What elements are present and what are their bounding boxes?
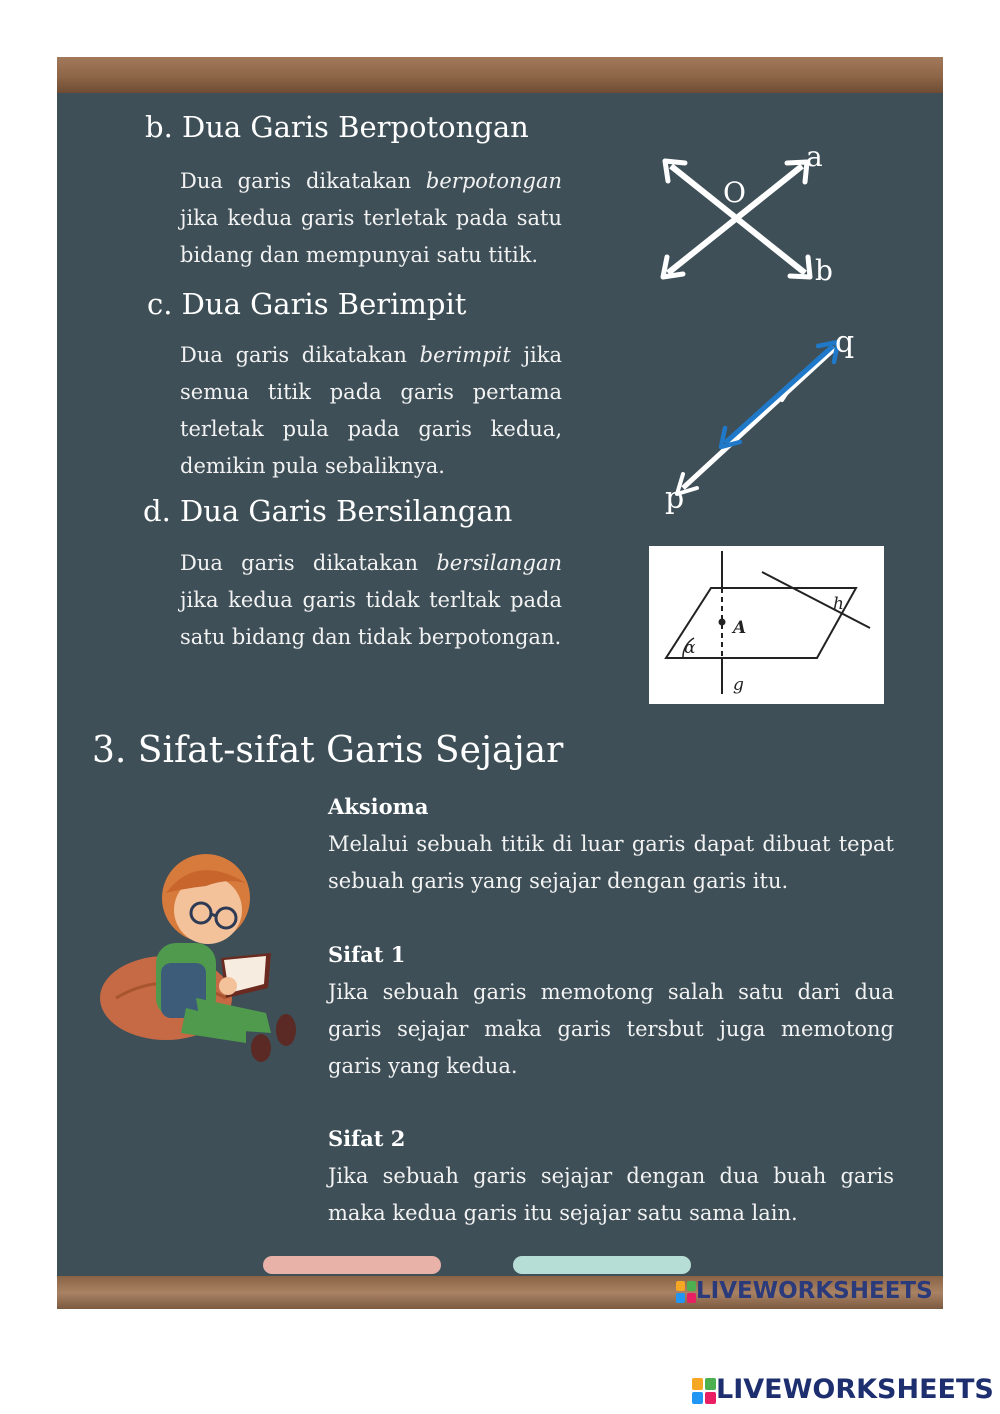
label-point-a: A [733,618,747,638]
heading-dua-garis-berpotongan: b. Dua Garis Berpotongan [145,110,529,144]
term-berpotongan: berpotongan [425,169,562,193]
skew-lines-figure [649,546,884,704]
paragraph-berpotongan: Dua garis dikatakan berpotongan jika kedua garis terletak pada satu bidang dan mempunyai satu titik. [180,169,562,267]
heading-sifat-sifat-garis-sejajar: 3. Sifat-sifat Garis Sejajar [92,730,564,771]
blackboard-frame-top [57,57,943,93]
label-b: b [815,254,833,287]
heading-dua-garis-bersilangan: d. Dua Garis Bersilangan [143,494,513,528]
liveworksheets-logo-icon [692,1378,716,1404]
aksioma-title: Aksioma [328,794,429,819]
heading-dua-garis-berimpit: c. Dua Garis Berimpit [147,287,467,321]
paragraph-bersilangan: Dua garis dikatakan bersilangan jika kedua garis tidak terltak pada satu bidang dan tidak berpotongan. [180,551,562,649]
term-bersilangan: bersilangan [436,551,562,575]
liveworksheets-logo-icon [676,1281,696,1303]
liveworksheets-logo-board: LIVEWORKSHEETS [676,1278,933,1304]
sifat1-title: Sifat 1 [328,942,406,967]
sifat2-title: Sifat 2 [328,1126,406,1151]
aksioma-text: Melalui sebuah titik di luar garis dapat dibuat tepat sebuah garis yang sejajar dengan garis itu. [328,832,894,893]
label-h: h [833,594,844,614]
label-alpha: α [684,638,696,658]
paragraph-berimpit: Dua garis dikatakan berimpit jika semua titik pada garis pertama terletak pula pada garis kedua, demikin pula sebaliknya. [180,343,562,478]
chalk-pink [263,1256,441,1274]
label-p: p [665,481,685,516]
label-o: O [723,176,746,209]
liveworksheets-logo-page: LIVEWORKSHEETS [692,1374,994,1405]
label-q: q [835,325,855,360]
coincident-lines-figure [655,318,875,528]
chalk-teal [513,1256,691,1274]
term-berimpit: berimpit [419,343,511,367]
label-a: a [806,140,823,173]
label-g: g [733,675,744,695]
boy-reading-illustration [96,848,306,1068]
sifat2-text: Jika sebuah garis sejajar dengan dua buah garis maka kedua garis itu sejajar satu sama lain. [328,1164,894,1225]
intersecting-lines-figure [655,140,855,290]
sifat1-text: Jika sebuah garis memotong salah satu dari dua garis sejajar maka garis tersbut juga memotong garis yang kedua. [328,980,894,1078]
